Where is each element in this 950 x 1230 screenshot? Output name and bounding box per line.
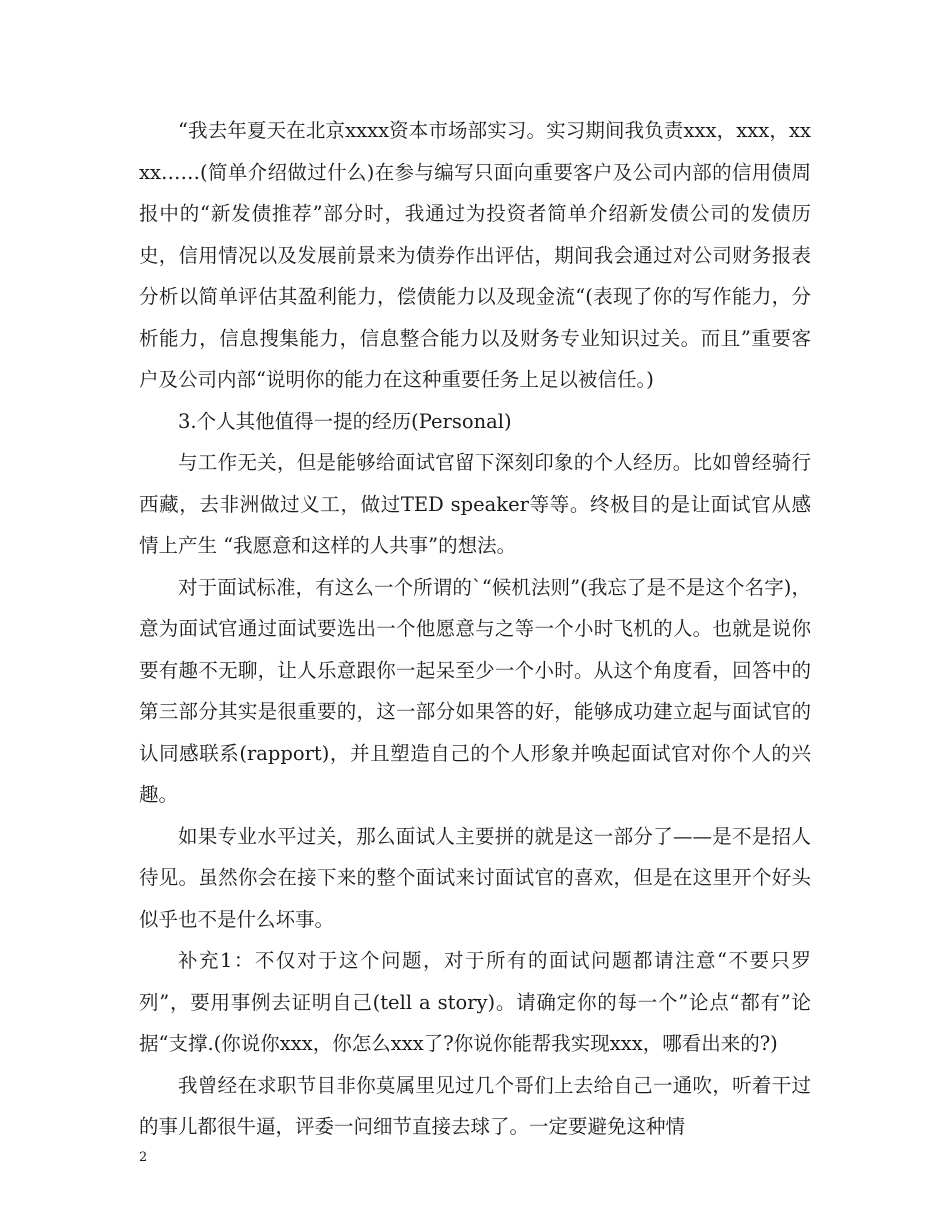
paragraph-professional-level: 如果专业水平过关，那么面试人主要拼的就是这一部分了——是不是招人待见。虽然你会在接下来的整个面试来讨面试官的喜欢，但是在这里开个好头似乎也不是什么坏事。 — [139, 824, 811, 931]
section-heading-personal: 3.个人其他值得一提的经历(Personal) — [178, 409, 512, 433]
paragraph-tv-show: 我曾经在求职节目非你莫属里见过几个哥们上去给自己一通吹，听着干过的事儿都很牛逼，评委一问细节直接去球了。一定要避免这种情 — [139, 1073, 811, 1138]
paragraph-internship: “我去年夏天在北京xxxx资本市场部实习。实习期间我负责xxx，xxx，xxxx……(简单介绍做过什么)在参与编写只面向重要客户及公司内部的信用债周报中的“新发债推荐”部分时，我通过为投资者简单介绍新发债公司的发债历史，信用情况以及发展前景来为债券作出评估，期间我会通过对公司财务报表分析以简单评估其盈利能力，偿债能力以及现金流“(表现了你的写作能力，分析能力，信息搜集能力，信息整合能力以及财务专业知识过关。而且”重要客户及公司内部“说明你的能力在这种重要任务上足以被信任。) — [139, 119, 811, 391]
paragraph-supplement-1: 补充1：不仅对于这个问题，对于所有的面试问题都请注意“不要只罗列”，要用事例去证明自己(tell a story)。请确定你的每一个”论点“都有”论据“支撑.(你说你xxx，你怎么xxx了?你说你能帮我实现xxx，哪看出来的?) — [139, 949, 811, 1055]
paragraph-airport-rule: 对于面试标准，有这么一个所谓的`“候机法则”(我忘了是不是这个名字)，意为面试官通过面试要选出一个他愿意与之等一个小时飞机的人。也就是说你要有趣不无聊，让人乐意跟你一起呆至少一个小时。从这个角度看，回答中的第三部分其实是很重要的，这一部分如果答的好，能够成功建立起与面试官的认同感联系(rapport)，并且塑造自己的个人形象并唤起面试官对你个人的兴趣。 — [139, 575, 811, 806]
page-number: 2 — [139, 1150, 148, 1165]
paragraph-personal-experience: 与工作无关，但是能够给面试官留下深刻印象的个人经历。比如曾经骑行西藏，去非洲做过义工，做过TED speaker等等。终极目的是让面试官从感情上产生 “我愿意和这样的人共事”的想法。 — [139, 451, 811, 557]
body-text — [139, 110, 811, 1148]
